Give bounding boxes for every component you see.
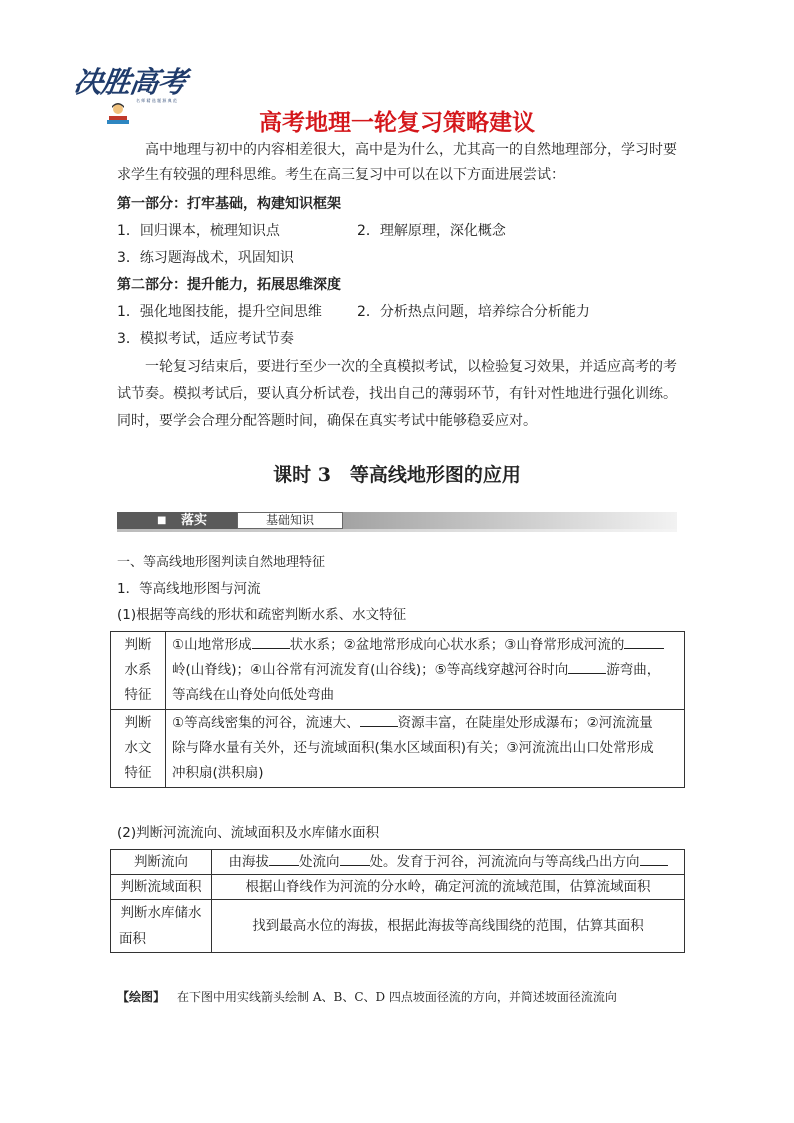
text-segment: 游弯曲，: [606, 662, 661, 678]
part2-item2: 2．分析热点问题，培养综合分析能力: [357, 304, 590, 320]
text-segment: ①山地常形成: [172, 637, 252, 653]
text-segment: 由海拔: [228, 854, 269, 870]
logo-subtext: 名 师 精 选 题 源 典 范: [136, 98, 177, 103]
banner-label-sub: 基础知识: [237, 512, 343, 529]
fill-blank[interactable]: [269, 851, 299, 866]
header-line: 判断水库储水: [120, 905, 202, 921]
fill-blank[interactable]: [252, 634, 290, 649]
sub1-2-heading: (2)判断河流流向、流域面积及水库储水面积: [117, 825, 380, 841]
table-row: [111, 850, 685, 875]
header-line: 面积: [119, 931, 146, 947]
fill-blank[interactable]: [360, 712, 398, 727]
river-flow-table: [110, 849, 685, 953]
table-row: [111, 875, 685, 900]
row-body: 找到最高水位的海拔，根据此海拔等高线围绕的范围，估算其面积: [212, 900, 685, 953]
banner-underline: [117, 529, 677, 532]
text-segment: 等高线在山脊处向低处弯曲: [172, 687, 334, 703]
header-line: 判断: [124, 637, 152, 653]
header-line: 特征: [124, 687, 152, 703]
fill-blank[interactable]: [640, 851, 668, 866]
fill-blank[interactable]: [624, 634, 664, 649]
row-body: [166, 632, 685, 710]
row-header: [111, 632, 166, 710]
table-row: [111, 710, 685, 788]
row-header: 判断流域面积: [111, 875, 212, 900]
header-line: 水文: [124, 740, 152, 756]
text-segment: 岭(山脊线)；④山谷常有河流发育(山谷线)；⑤等高线穿越河谷时向: [172, 662, 569, 678]
section-banner: [117, 512, 677, 532]
part2-item3: 3．模拟考试，适应考试节奏: [117, 331, 294, 347]
banner-dark-block: [117, 512, 237, 529]
draw-text: 在下图中用实线箭头绘制 A、B、C、D 四点坡面径流的方向，并简述坡面径流流向: [177, 990, 617, 1004]
text-segment: ①等高线密集的河谷，流速大、: [172, 715, 360, 731]
part2-heading: 第二部分：提升能力，拓展思维深度: [117, 277, 341, 293]
drawing-instruction: [117, 987, 617, 1007]
intro-paragraph: 高中地理与初中的内容相差很大，高中是为什么，尤其高一的自然地理部分，学习时要求学生有较强的理科思维。考生在高三复习中可以在以下方面进展尝试：: [117, 142, 677, 183]
square-bullet-icon: ■: [157, 515, 167, 526]
part2-item1: 1．强化地图技能，提升空间思维: [117, 304, 322, 320]
row-body: 根据山脊线作为河流的分水岭，确定河流的流域范围，估算流域面积: [212, 875, 685, 900]
table-row: [111, 900, 685, 953]
text-segment: 除与降水量有关外，还与流域面积(集水区域面积)有关；③河流流出山口处常形成: [172, 740, 654, 756]
logo-text: 决胜高考: [71, 65, 189, 99]
closing-paragraph: 一轮复习结束后，要进行至少一次的全真模拟考试，以检验复习效果，并适应高考的考试节奏。模拟考试后，要认真分析试卷，找出自己的薄弱环节，有针对性地进行强化训练。同时，要学会合理分配答题时间，确保在真实考试中能够稳妥应对。: [117, 359, 677, 429]
text-segment: 冲积扇(洪积扇): [172, 765, 264, 781]
part1-heading: 第一部分：打牢基础，构建知识框架: [117, 196, 341, 212]
page-title: 高考地理一轮复习策略建议: [259, 110, 535, 136]
section1-heading: 一、等高线地形图判读自然地理特征: [117, 555, 326, 570]
sub1-heading: 1．等高线地形图与河流: [117, 581, 261, 597]
row-body: [166, 710, 685, 788]
part1-item2: 2．理解原理，深化概念: [357, 223, 506, 239]
header-line: 水系: [124, 662, 152, 678]
row-header: 判断流向: [111, 850, 212, 875]
draw-label: 【绘图】: [117, 990, 166, 1004]
sub1-1-heading: (1)根据等高线的形状和疏密判断水系、水文特征: [117, 607, 407, 623]
part1-item3: 3．练习题海战术，巩固知识: [117, 250, 294, 266]
text-segment: 状水系；②盆地常形成向心状水系；③山脊常形成河流的: [289, 637, 625, 653]
banner-label-main: 落实: [181, 513, 208, 528]
water-features-table: [110, 631, 685, 788]
text-segment: 资源丰富，在陡崖处形成瀑布；②河流流量: [397, 715, 653, 731]
row-body: [212, 850, 685, 875]
header-line: 判断: [124, 715, 152, 731]
text-segment: 处流向: [299, 854, 340, 870]
text-segment: 处。发育于河谷，河流流向与等高线凸出方向: [369, 854, 640, 870]
part1-item1: 1．回归课本，梳理知识点: [117, 223, 280, 239]
row-header: [111, 900, 212, 953]
header-line: 特征: [124, 765, 152, 781]
fill-blank[interactable]: [568, 659, 606, 674]
lesson-title: 课时 3 等高线地形图的应用: [273, 464, 521, 486]
fill-blank[interactable]: [340, 851, 370, 866]
table-row: [111, 632, 685, 710]
row-header: [111, 710, 166, 788]
